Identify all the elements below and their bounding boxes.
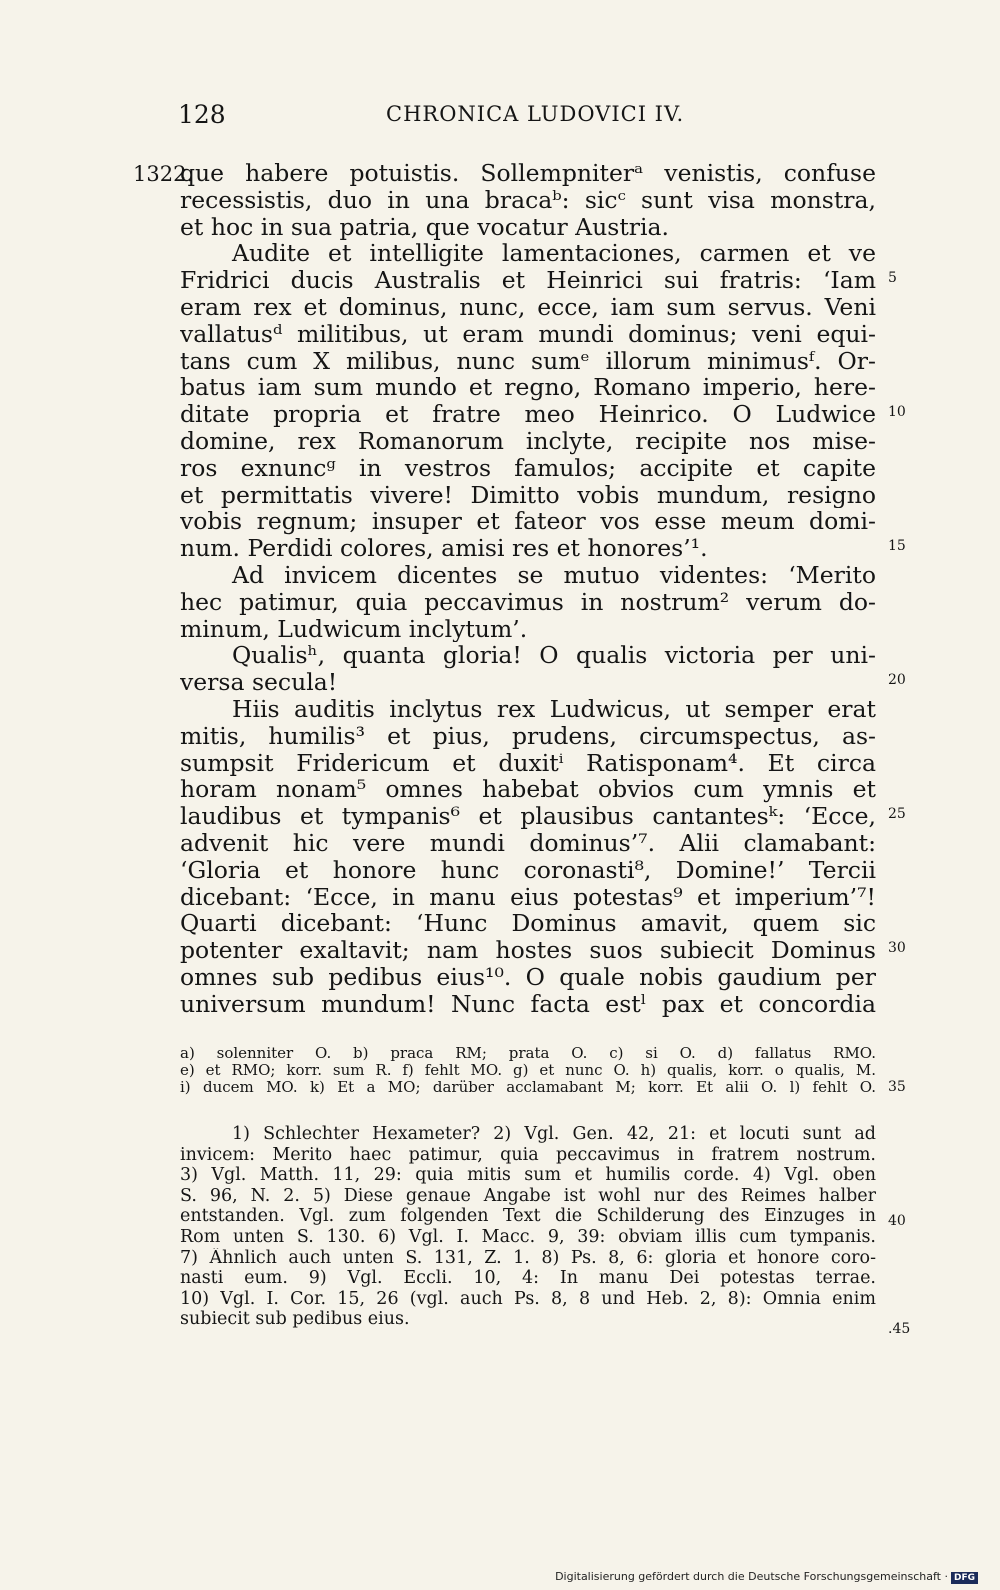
line-number: 25	[888, 806, 906, 822]
line-number: 20	[888, 672, 906, 688]
line-number: 35	[888, 1079, 906, 1095]
variant-note: i) ducem MO. k) Et a MO; darüber acclamabant M; korr. Et alii O. l) fehlt O.	[180, 1079, 876, 1096]
variant-notes	[180, 1045, 876, 1096]
text-line: versa secula!	[180, 669, 338, 696]
source-note: nasti eum. 9) Vgl. Eccli. 10, 4: In manu Dei potestas terrae.	[180, 1268, 876, 1289]
text-line: que habere potuistis. Sollempniterᵃ venistis, confuse	[180, 160, 876, 187]
main-text	[180, 160, 876, 1018]
text-line: Audite et intelligite lamentaciones, carmen et ve	[232, 240, 876, 268]
text-line: batus iam sum mundo et regno, Romano imperio, here-	[180, 374, 876, 402]
text-line: et permittatis vivere! Dimitto vobis mundum, resigno	[180, 481, 876, 509]
text-line: num. Perdidi colores, amisi res et honores’¹.	[180, 535, 708, 562]
text-line: domine, rex Romanorum inclyte, recipite nos mise-	[180, 427, 876, 455]
text-line: et hoc in sua patria, que vocatur Austria.	[180, 213, 670, 241]
source-note: entstanden. Vgl. zum folgenden Text die Schilderung des Einzuges in	[180, 1206, 876, 1227]
text-line: sumpsit Fridericum et duxitⁱ Ratisponam⁴. Et circa	[180, 749, 876, 777]
text-line: horam nonam⁵ omnes habebat obvios cum ymnis et	[180, 776, 876, 804]
variant-note: e) et RMO; korr. sum R. f) fehlt MO. g) et nunc O. h) qualis, korr. o qualis, M.	[180, 1062, 876, 1079]
source-notes	[180, 1124, 876, 1330]
text-line: vallatusᵈ militibus, ut eram mundi dominus; veni equi-	[180, 320, 876, 348]
text-line: ditate propria et fratre meo Heinrico. O Ludwice	[180, 401, 876, 428]
source-note: 7) Ähnlich auch unten S. 131, Z. 1. 8) Ps. 8, 6: gloria et honore coro-	[180, 1247, 876, 1268]
text-line: ‘Gloria et honore hunc coronasti⁸, Domine!’ Tercii	[180, 856, 876, 884]
text-line: recessistis, duo in una bracaᵇ: sicᶜ sunt visa monstra,	[180, 186, 876, 214]
digitization-credit	[555, 1570, 978, 1584]
year-marginal: 1322.	[133, 162, 194, 186]
line-number: 30	[888, 940, 906, 956]
text-line: dicebant: ‘Ecce, in manu eius potestas⁹ et imperium’⁷!	[180, 883, 876, 911]
credit-text: Digitalisierung gefördert durch die Deutsche Forschungsgemeinschaft ·	[555, 1570, 948, 1583]
source-note: invicem: Merito haec patimur, quia peccavimus in fratrem nostrum.	[180, 1144, 876, 1165]
page-number: 128	[178, 100, 226, 129]
source-note: 10) Vgl. I. Cor. 15, 26 (vgl. auch Ps. 8, 8 und Heb. 2, 8): Omnia enim	[180, 1288, 876, 1309]
text-line: ros exnuncᵍ in vestros famulos; accipite et capite	[180, 454, 876, 482]
text-line: Qualisʰ, quanta gloria! O qualis victoria per uni-	[232, 642, 876, 670]
source-note: Rom unten S. 130. 6) Vgl. I. Macc. 9, 39: obviam illis cum tympanis.	[180, 1226, 876, 1247]
text-line: vobis regnum; insuper et fateor vos esse meum domi-	[180, 508, 876, 536]
text-line: Hiis auditis inclytus rex Ludwicus, ut semper erat	[232, 695, 876, 723]
line-number: 40	[888, 1213, 906, 1229]
text-line: eram rex et dominus, nunc, ecce, iam sum servus. Veni	[180, 293, 876, 321]
text-line: universum mundum! Nunc facta estˡ pax et concordia	[180, 990, 876, 1018]
line-number: 15	[888, 538, 906, 554]
text-line: advenit hic vere mundi dominus’⁷. Alii clamabant:	[180, 829, 876, 857]
source-note: 3) Vgl. Matth. 11, 29: quia mitis sum et humilis corde. 4) Vgl. oben	[180, 1165, 876, 1186]
text-line: tans cum X milibus, nunc sumᵉ illorum minimusᶠ. Or-	[180, 347, 876, 375]
text-line: potenter exaltavit; nam hostes suos subiecit Dominus	[180, 937, 876, 964]
running-title: CHRONICA LUDOVICI IV.	[386, 102, 685, 126]
text-line: Fridrici ducis Australis et Heinrici sui fratris: ‘Iam	[180, 267, 876, 294]
text-line: laudibus et tympanis⁶ et plausibus cantantesᵏ: ‘Ecce,	[180, 803, 876, 830]
text-line: mitis, humilis³ et pius, prudens, circumspectus, as-	[180, 722, 876, 750]
source-note: subiecit sub pedibus eius.	[180, 1309, 410, 1330]
text-line: minum, Ludwicum inclytum’.	[180, 615, 528, 643]
variant-note: a) solenniter O. b) praca RM; prata O. c) si O. d) fallatus RMO.	[180, 1045, 876, 1062]
text-line: hec patimur, quia peccavimus in nostrum² verum do-	[180, 588, 876, 616]
source-note: S. 96, N. 2. 5) Diese genaue Angabe ist wohl nur des Reimes halber	[180, 1185, 876, 1206]
text-line: omnes sub pedibus eius¹⁰. O quale nobis gaudium per	[180, 963, 876, 991]
text-line: Ad invicem dicentes se mutuo videntes: ‘Merito	[232, 561, 876, 589]
dfg-logo: DFG	[951, 1572, 978, 1584]
line-number: 5	[888, 270, 897, 286]
source-note: 1) Schlechter Hexameter? 2) Vgl. Gen. 42, 21: et locuti sunt ad	[232, 1124, 876, 1144]
page-header	[0, 100, 1000, 134]
line-number: .45	[888, 1321, 911, 1337]
text-line: Quarti dicebant: ‘Hunc Dominus amavit, quem sic	[180, 910, 876, 938]
line-number: 10	[888, 404, 906, 420]
